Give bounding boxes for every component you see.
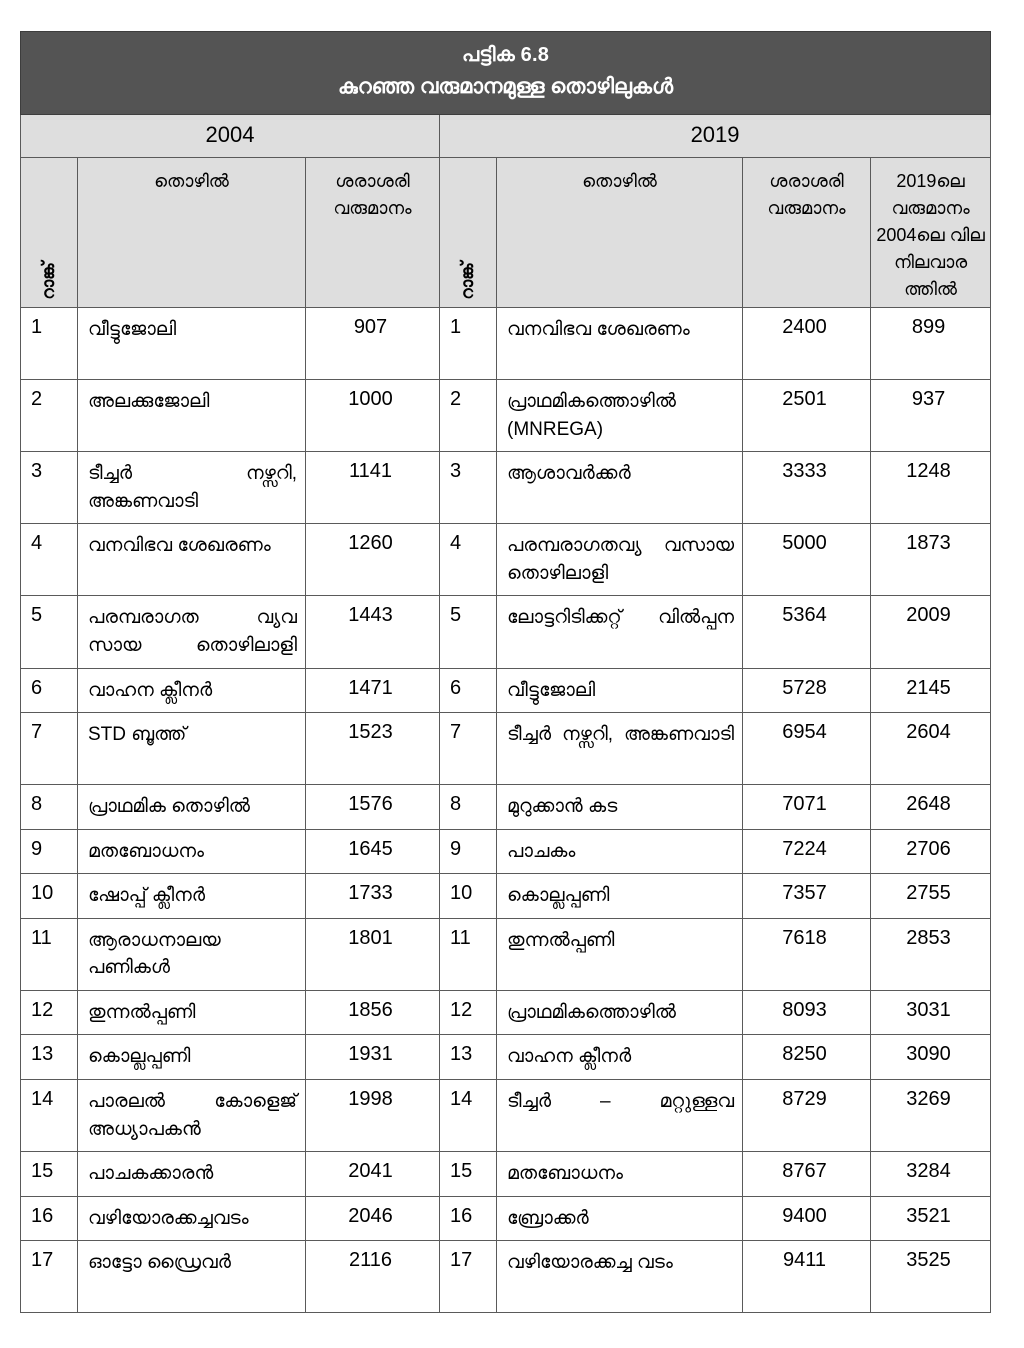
column-header-row bbox=[21, 158, 991, 308]
cell-income-2004: 1000 bbox=[306, 380, 440, 452]
cell-adjusted-income: 2755 bbox=[871, 874, 991, 919]
cell-income-2004: 1856 bbox=[306, 990, 440, 1035]
cell-occupation-2019: വനവിഭവ ശേഖരണം bbox=[497, 308, 743, 380]
cell-rank-2019: 17 bbox=[440, 1241, 497, 1313]
table-title bbox=[21, 32, 991, 115]
cell-adjusted-income: 2648 bbox=[871, 785, 991, 830]
cell-occupation-2004: തുന്നൽപ്പണി bbox=[78, 990, 306, 1035]
table-row bbox=[21, 874, 991, 919]
cell-rank-2004: 1 bbox=[21, 308, 78, 380]
table-row bbox=[21, 1035, 991, 1080]
table-row bbox=[21, 668, 991, 713]
cell-occupation-2019: വാഹന ക്ലീനർ bbox=[497, 1035, 743, 1080]
cell-income-2019: 5728 bbox=[743, 668, 871, 713]
low-income-occupations-table bbox=[20, 31, 991, 1313]
cell-income-2019: 6954 bbox=[743, 713, 871, 785]
cell-adjusted-income: 937 bbox=[871, 380, 991, 452]
cell-occupation-2004: കൊല്ലപ്പണി bbox=[78, 1035, 306, 1080]
table-row bbox=[21, 785, 991, 830]
header-rank-2004-label: റാങ്ക് bbox=[39, 261, 58, 300]
cell-income-2019: 8729 bbox=[743, 1079, 871, 1151]
cell-occupation-2019: ആശാവർക്കർ bbox=[497, 452, 743, 524]
table-row bbox=[21, 1196, 991, 1241]
cell-adjusted-income: 3525 bbox=[871, 1241, 991, 1313]
cell-rank-2004: 12 bbox=[21, 990, 78, 1035]
cell-income-2004: 1443 bbox=[306, 596, 440, 668]
header-rank-2019 bbox=[440, 158, 497, 308]
cell-rank-2004: 3 bbox=[21, 452, 78, 524]
cell-occupation-2019: വഴിയോരക്കച്ച വടം bbox=[497, 1241, 743, 1313]
table-row bbox=[21, 1241, 991, 1313]
cell-income-2004: 1471 bbox=[306, 668, 440, 713]
cell-occupation-2004: പരമ്പരാഗത വ്യവ സായ തൊഴിലാളി bbox=[78, 596, 306, 668]
table-number: പട്ടിക 6.8 bbox=[462, 44, 550, 66]
table-row bbox=[21, 524, 991, 596]
header-adjusted-income: 2019ലെ വരുമാനം 2004ലെ വില നിലവാര ത്തിൽ bbox=[871, 158, 991, 308]
cell-rank-2019: 11 bbox=[440, 918, 497, 990]
cell-rank-2019: 6 bbox=[440, 668, 497, 713]
cell-occupation-2019: പരമ്പരാഗതവ്യ വസായ തൊഴിലാളി bbox=[497, 524, 743, 596]
cell-occupation-2004: പാചകക്കാരൻ bbox=[78, 1152, 306, 1197]
cell-occupation-2004: ആരാധനാലയ പണികൾ bbox=[78, 918, 306, 990]
cell-occupation-2004: പ്രാഥമിക തൊഴിൽ bbox=[78, 785, 306, 830]
table-header bbox=[21, 32, 991, 308]
cell-occupation-2004: STD ബൂത്ത് bbox=[78, 713, 306, 785]
cell-adjusted-income: 2145 bbox=[871, 668, 991, 713]
cell-rank-2004: 6 bbox=[21, 668, 78, 713]
cell-rank-2019: 2 bbox=[440, 380, 497, 452]
cell-rank-2004: 10 bbox=[21, 874, 78, 919]
table-row bbox=[21, 596, 991, 668]
cell-occupation-2004: വനവിഭവ ശേഖരണം bbox=[78, 524, 306, 596]
cell-income-2019: 2501 bbox=[743, 380, 871, 452]
cell-adjusted-income: 2706 bbox=[871, 829, 991, 874]
header-occupation-2004: തൊഴിൽ bbox=[78, 158, 306, 308]
cell-adjusted-income: 3269 bbox=[871, 1079, 991, 1151]
table-row bbox=[21, 1152, 991, 1197]
cell-rank-2004: 5 bbox=[21, 596, 78, 668]
cell-adjusted-income: 2009 bbox=[871, 596, 991, 668]
cell-occupation-2004: ടീച്ചർ നഴ്സറി, അങ്കണവാടി bbox=[78, 452, 306, 524]
cell-income-2004: 2116 bbox=[306, 1241, 440, 1313]
cell-income-2004: 1645 bbox=[306, 829, 440, 874]
cell-occupation-2004: വഴിയോരക്കച്ചവടം bbox=[78, 1196, 306, 1241]
cell-income-2004: 907 bbox=[306, 308, 440, 380]
year-group-row bbox=[21, 115, 991, 158]
cell-income-2004: 1801 bbox=[306, 918, 440, 990]
table-row bbox=[21, 918, 991, 990]
cell-rank-2019: 9 bbox=[440, 829, 497, 874]
cell-rank-2019: 4 bbox=[440, 524, 497, 596]
cell-rank-2004: 17 bbox=[21, 1241, 78, 1313]
year-group-2004: 2004 bbox=[21, 115, 440, 158]
cell-income-2019: 3333 bbox=[743, 452, 871, 524]
cell-rank-2004: 16 bbox=[21, 1196, 78, 1241]
cell-occupation-2004: മതബോധനം bbox=[78, 829, 306, 874]
cell-rank-2019: 13 bbox=[440, 1035, 497, 1080]
cell-income-2004: 2041 bbox=[306, 1152, 440, 1197]
table-body bbox=[21, 308, 991, 1313]
header-occupation-2019: തൊഴിൽ bbox=[497, 158, 743, 308]
cell-adjusted-income: 899 bbox=[871, 308, 991, 380]
cell-rank-2019: 1 bbox=[440, 308, 497, 380]
cell-income-2019: 8767 bbox=[743, 1152, 871, 1197]
cell-income-2019: 5364 bbox=[743, 596, 871, 668]
cell-adjusted-income: 3031 bbox=[871, 990, 991, 1035]
cell-rank-2019: 5 bbox=[440, 596, 497, 668]
cell-rank-2004: 8 bbox=[21, 785, 78, 830]
cell-rank-2004: 7 bbox=[21, 713, 78, 785]
cell-income-2019: 9400 bbox=[743, 1196, 871, 1241]
title-row bbox=[21, 32, 991, 115]
cell-income-2019: 8093 bbox=[743, 990, 871, 1035]
table-row bbox=[21, 990, 991, 1035]
cell-rank-2019: 14 bbox=[440, 1079, 497, 1151]
cell-income-2019: 8250 bbox=[743, 1035, 871, 1080]
header-avg-income-2019: ശരാശരി വരുമാനം bbox=[743, 158, 871, 308]
cell-rank-2004: 14 bbox=[21, 1079, 78, 1151]
cell-income-2004: 1733 bbox=[306, 874, 440, 919]
cell-adjusted-income: 3284 bbox=[871, 1152, 991, 1197]
cell-income-2019: 7357 bbox=[743, 874, 871, 919]
cell-income-2019: 7618 bbox=[743, 918, 871, 990]
cell-occupation-2019: ടീച്ചർ – മറ്റുള്ളവ bbox=[497, 1079, 743, 1151]
cell-occupation-2004: വാഹന ക്ലീനർ bbox=[78, 668, 306, 713]
cell-occupation-2019: വീട്ടുജോലി bbox=[497, 668, 743, 713]
cell-income-2004: 1141 bbox=[306, 452, 440, 524]
cell-occupation-2004: ഷോപ്പ് ക്ലീനർ bbox=[78, 874, 306, 919]
cell-occupation-2019: ടീച്ചർ നഴ്സറി, അങ്കണവാടി bbox=[497, 713, 743, 785]
header-rank-2019-label: റാങ്ക് bbox=[458, 261, 477, 300]
cell-occupation-2019: പാചകം bbox=[497, 829, 743, 874]
cell-occupation-2019: മതബോധനം bbox=[497, 1152, 743, 1197]
cell-income-2019: 7224 bbox=[743, 829, 871, 874]
cell-adjusted-income: 2853 bbox=[871, 918, 991, 990]
cell-occupation-2019: കൊല്ലപ്പണി bbox=[497, 874, 743, 919]
cell-rank-2019: 12 bbox=[440, 990, 497, 1035]
cell-income-2004: 1931 bbox=[306, 1035, 440, 1080]
cell-occupation-2019: മുറുക്കാൻ കട bbox=[497, 785, 743, 830]
cell-occupation-2019: ബ്രോക്കർ bbox=[497, 1196, 743, 1241]
cell-rank-2004: 15 bbox=[21, 1152, 78, 1197]
table-row bbox=[21, 829, 991, 874]
cell-rank-2004: 4 bbox=[21, 524, 78, 596]
cell-adjusted-income: 1248 bbox=[871, 452, 991, 524]
cell-income-2004: 1576 bbox=[306, 785, 440, 830]
cell-occupation-2004: വീട്ടുജോലി bbox=[78, 308, 306, 380]
cell-income-2019: 7071 bbox=[743, 785, 871, 830]
cell-income-2019: 2400 bbox=[743, 308, 871, 380]
cell-occupation-2019: പ്രാഥമികത്തൊഴിൽ bbox=[497, 990, 743, 1035]
cell-rank-2004: 13 bbox=[21, 1035, 78, 1080]
cell-income-2019: 5000 bbox=[743, 524, 871, 596]
table-row bbox=[21, 380, 991, 452]
cell-adjusted-income: 3090 bbox=[871, 1035, 991, 1080]
cell-rank-2019: 8 bbox=[440, 785, 497, 830]
cell-adjusted-income: 2604 bbox=[871, 713, 991, 785]
cell-occupation-2019: ലോട്ടറിടിക്കറ്റ് വിൽപ്പന bbox=[497, 596, 743, 668]
cell-occupation-2019: തുന്നൽപ്പണി bbox=[497, 918, 743, 990]
table-caption: കുറഞ്ഞ വരുമാനമുള്ള തൊഴിലുകൾ bbox=[338, 75, 674, 99]
table-row bbox=[21, 308, 991, 380]
cell-rank-2019: 15 bbox=[440, 1152, 497, 1197]
cell-rank-2004: 2 bbox=[21, 380, 78, 452]
cell-income-2004: 2046 bbox=[306, 1196, 440, 1241]
cell-occupation-2019: പ്രാഥമികത്തൊഴിൽ (MNREGA) bbox=[497, 380, 743, 452]
cell-rank-2019: 7 bbox=[440, 713, 497, 785]
table-row bbox=[21, 452, 991, 524]
cell-rank-2004: 9 bbox=[21, 829, 78, 874]
cell-adjusted-income: 1873 bbox=[871, 524, 991, 596]
cell-occupation-2004: പാരലൽ കോളെജ് അധ്യാപകൻ bbox=[78, 1079, 306, 1151]
cell-rank-2004: 11 bbox=[21, 918, 78, 990]
cell-occupation-2004: ഓട്ടോ ഡ്രൈവർ bbox=[78, 1241, 306, 1313]
cell-income-2019: 9411 bbox=[743, 1241, 871, 1313]
year-group-2019: 2019 bbox=[440, 115, 991, 158]
cell-occupation-2004: അലക്കുജോലി bbox=[78, 380, 306, 452]
cell-income-2004: 1998 bbox=[306, 1079, 440, 1151]
header-avg-income-2004: ശരാശരി വരുമാനം bbox=[306, 158, 440, 308]
cell-rank-2019: 16 bbox=[440, 1196, 497, 1241]
cell-adjusted-income: 3521 bbox=[871, 1196, 991, 1241]
cell-income-2004: 1260 bbox=[306, 524, 440, 596]
table-row bbox=[21, 1079, 991, 1151]
header-rank-2004 bbox=[21, 158, 78, 308]
cell-rank-2019: 3 bbox=[440, 452, 497, 524]
table-row bbox=[21, 713, 991, 785]
cell-rank-2019: 10 bbox=[440, 874, 497, 919]
cell-income-2004: 1523 bbox=[306, 713, 440, 785]
